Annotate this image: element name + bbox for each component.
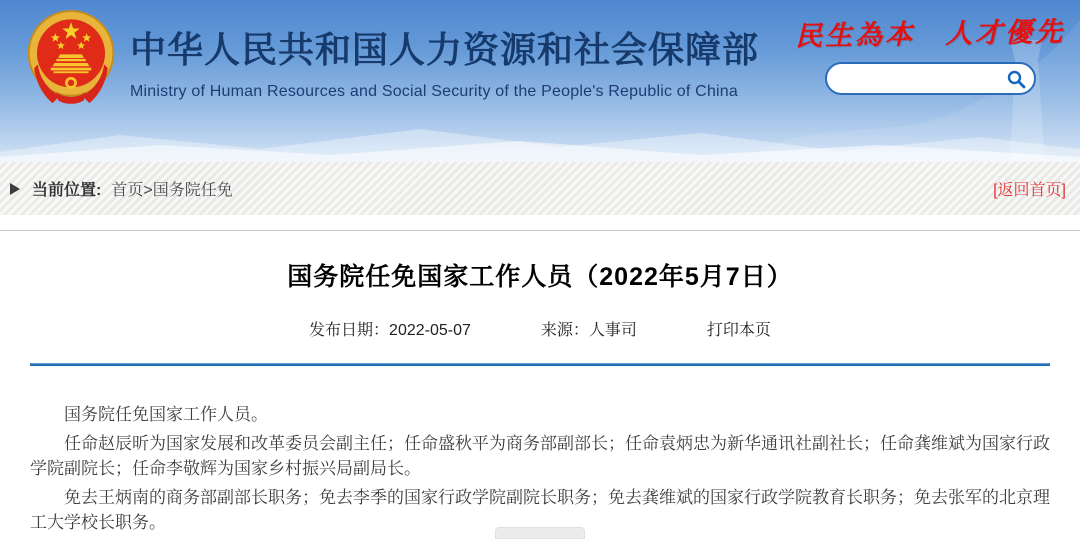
site-branding <box>130 22 759 101</box>
return-home-link[interactable]: [返回首页] <box>993 182 1066 199</box>
publish-date: 发布日期：2022-05-07 <box>309 322 471 339</box>
mountain-background-decoration <box>0 107 1080 162</box>
breadcrumb-path[interactable]: 首页>国务院任免 <box>111 182 233 199</box>
title-body-divider <box>30 363 1050 366</box>
site-title-english: Ministry of Human Resources and Social Security of the People's Republic of China <box>130 83 738 100</box>
article-meta-row <box>30 317 1050 340</box>
breadcrumb-bar <box>0 162 1080 215</box>
paragraph: 免去王炳南的商务部副部长职务；免去李季的国家行政学院副院长职务；免去龚维斌的国家行政学院教育长职务；免去张军的北京理工大学校长职务。 <box>30 488 1050 532</box>
search-input[interactable] <box>841 71 1006 87</box>
search-box[interactable] <box>825 62 1036 95</box>
article-body <box>30 402 1050 535</box>
print-page-link[interactable]: 打印本页 <box>706 322 771 339</box>
spacer <box>0 215 1080 230</box>
article-title: 国务院任免国家工作人员（2022年5月7日） <box>287 263 793 291</box>
site-title-chinese: 中华人民共和国人力资源和社会保障部 <box>130 29 760 70</box>
article-source: 来源：人事司 <box>540 322 637 339</box>
slogan-calligraphy: 民生為本 人才優先 <box>794 16 1066 52</box>
site-header <box>0 0 1080 162</box>
search-icon[interactable] <box>1006 69 1026 89</box>
national-emblem-logo <box>25 7 117 109</box>
breadcrumb-arrow-icon <box>10 183 20 195</box>
paragraph: 任命赵辰昕为国家发展和改革委员会副主任；任命盛秋平为商务部副部长；任命袁炳忠为新华通讯社副社长；任命龚维斌为国家行政学院副院长；任命李敬辉为国家乡村振兴局副局长。 <box>30 434 1050 478</box>
paragraph: 国务院任免国家工作人员。 <box>64 405 268 424</box>
partial-bottom-element <box>495 527 585 539</box>
breadcrumb-label: 当前位置: <box>32 182 102 199</box>
article-content <box>0 231 1080 535</box>
